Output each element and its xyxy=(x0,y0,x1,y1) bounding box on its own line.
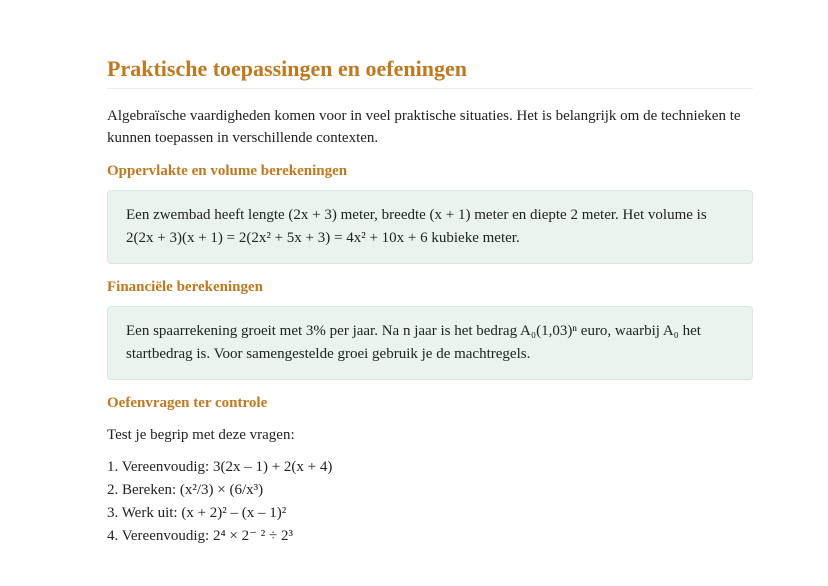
section-heading-financiele: Financiële berekeningen xyxy=(107,279,263,295)
questions-lead: Test je begrip met deze vragen: xyxy=(107,427,295,443)
note-text-volume: Een zwembad heeft lengte (2x + 3) meter, breedte (x + 1) meter en diepte 2 meter. Het volume is 2(2x + 3)(x + 1) = 2(2x² + 5x + 3) = 4x² + 10x + 6 kubieke meter. xyxy=(126,207,707,246)
question-item-4: 4. Vereenvoudig: 2⁴ × 2⁻ ² ÷ 2³ xyxy=(107,528,294,544)
question-item-3: 3. Werk uit: (x + 2)² – (x – 1)² xyxy=(107,505,287,521)
section-heading-oefenvragen: Oefenvragen ter controle xyxy=(107,395,268,411)
intro-paragraph: Algebraïsche vaardigheden komen voor in veel praktische situaties. Het is belangrijk om de technieken te kunnen toepassen in verschillende contexten. xyxy=(107,108,741,146)
note-box-volume xyxy=(107,190,753,264)
questions-list xyxy=(107,456,753,548)
document-content xyxy=(107,0,753,548)
question-item-1: 1. Vereenvoudig: 3(2x – 1) + 2(x + 4) xyxy=(107,459,333,475)
question-item-2: 2. Bereken: (x²/3) × (6/x³) xyxy=(107,482,264,498)
section-heading-oppervlakte-volume: Oppervlakte en volume berekeningen xyxy=(107,163,348,179)
note-box-financieel xyxy=(107,306,753,380)
page-title: Praktische toepassingen en oefeningen xyxy=(107,54,753,89)
note-text-financieel: Een spaarrekening groeit met 3% per jaar. Na n jaar is het bedrag A₀(1,03)ⁿ euro, waarbij A₀ het startbedrag is. Voor samengestelde groei gebruik je de machtregels. xyxy=(126,323,701,362)
